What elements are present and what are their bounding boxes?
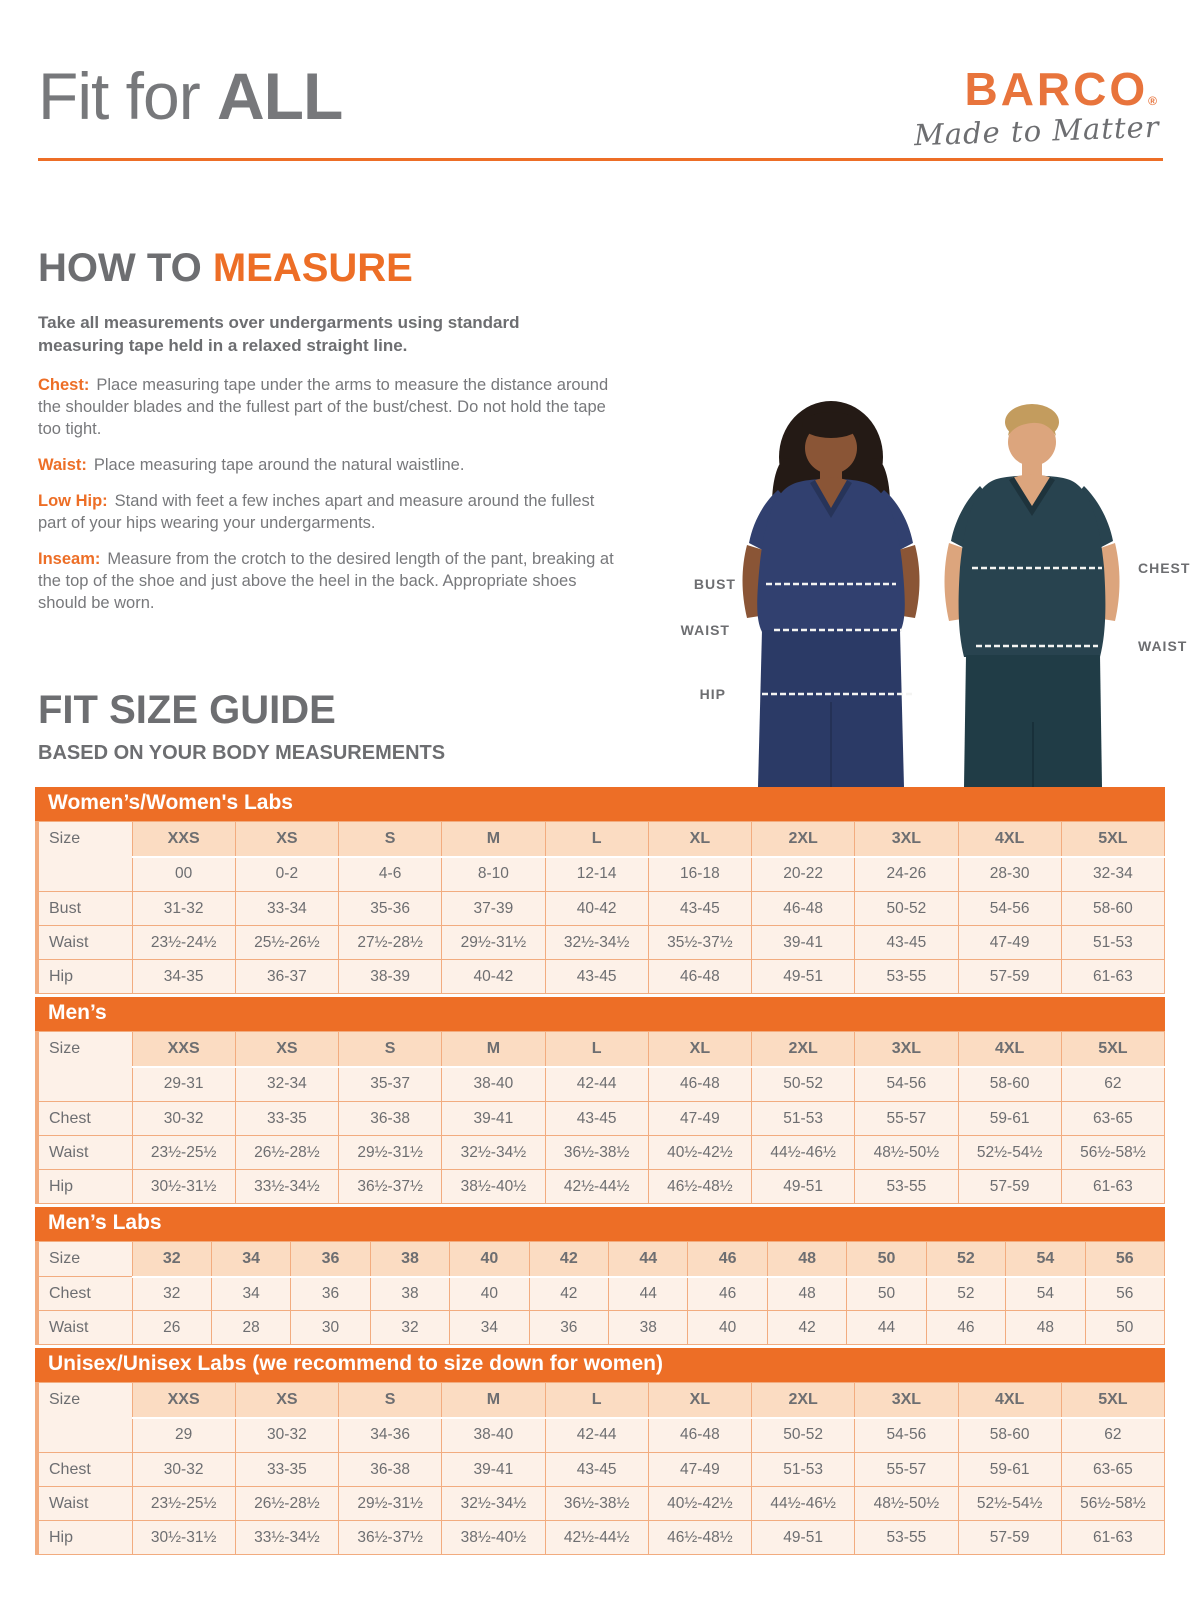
measurement-row-label: Hip	[37, 960, 132, 994]
measurement-value-cell: 29½-31½	[339, 1136, 442, 1170]
measurement-value-cell: 51-53	[752, 1453, 855, 1487]
measurement-value-cell: 61-63	[1061, 1521, 1164, 1555]
numeric-size-cell: 46-48	[648, 1067, 751, 1102]
size-table-section	[35, 1348, 1165, 1555]
size-corner-label: Size	[37, 1242, 132, 1277]
numeric-size-cell: 35-37	[339, 1067, 442, 1102]
measurement-row-label: Waist	[37, 926, 132, 960]
measurement-value-cell: 23½-25½	[132, 1487, 235, 1521]
measurement-value-cell: 48	[767, 1277, 846, 1311]
measurement-value-cell: 49-51	[752, 1521, 855, 1555]
measurement-value-cell: 42	[767, 1311, 846, 1345]
numeric-size-cell: 46-48	[648, 1418, 751, 1453]
size-header-cell: 2XL	[752, 1032, 855, 1067]
measurement-value-cell: 58-60	[1061, 892, 1164, 926]
size-header-cell: S	[339, 1032, 442, 1067]
measure-item-text: Place measuring tape under the arms to measure the distance around the shoulder blades and the fullest part of the bust/chest. Do not hold the tape too tight.	[38, 376, 609, 438]
measurement-value-cell: 34-35	[132, 960, 235, 994]
size-header-cell: 4XL	[958, 1383, 1061, 1418]
measurement-value-cell: 38½-40½	[442, 1170, 545, 1204]
measurement-value-cell: 32	[370, 1311, 449, 1345]
size-header-cell: XS	[235, 1383, 338, 1418]
measurement-value-cell: 47-49	[648, 1453, 751, 1487]
measurement-value-cell: 61-63	[1061, 1170, 1164, 1204]
measurement-value-cell: 40	[688, 1311, 767, 1345]
chest-label: CHEST	[1138, 560, 1191, 576]
size-header-cell: 36	[291, 1242, 370, 1277]
table-banner: Women’s/Women's Labs	[35, 787, 1165, 821]
measure-item-text: Place measuring tape around the natural waistline.	[93, 456, 465, 474]
numeric-size-cell: 32-34	[1061, 857, 1164, 892]
measurement-value-cell: 40½-42½	[648, 1136, 751, 1170]
measurement-row-label: Waist	[37, 1311, 132, 1345]
measure-item-waist	[38, 454, 623, 476]
measurement-value-cell: 36½-38½	[545, 1136, 648, 1170]
measurement-value-cell: 27½-28½	[339, 926, 442, 960]
size-table	[35, 1382, 1165, 1555]
measurement-value-cell: 49-51	[752, 960, 855, 994]
fit-size-guide-heading: FIT SIZE GUIDE	[38, 688, 336, 732]
numeric-size-cell: 4-6	[339, 857, 442, 892]
measurement-value-cell: 38	[370, 1277, 449, 1311]
size-header-cell: XL	[648, 1383, 751, 1418]
numeric-size-cell: 24-26	[855, 857, 958, 892]
measurement-value-cell: 48	[1006, 1311, 1085, 1345]
numeric-size-cell: 62	[1061, 1418, 1164, 1453]
size-header-cell: 5XL	[1061, 1383, 1164, 1418]
measurement-value-cell: 40	[450, 1277, 529, 1311]
measurement-row-label: Waist	[37, 1487, 132, 1521]
measurement-value-cell: 44	[609, 1277, 688, 1311]
size-tables	[35, 787, 1165, 1555]
numeric-size-cell: 62	[1061, 1067, 1164, 1102]
measurement-value-cell: 44½-46½	[752, 1136, 855, 1170]
measurement-value-cell: 47-49	[958, 926, 1061, 960]
measurement-value-cell: 46½-48½	[648, 1521, 751, 1555]
size-header-cell: M	[442, 822, 545, 857]
measurement-value-cell: 33½-34½	[235, 1170, 338, 1204]
bust-label: BUST	[693, 576, 736, 592]
measurement-value-cell: 39-41	[752, 926, 855, 960]
measurement-value-cell: 35-36	[339, 892, 442, 926]
measurement-value-cell: 36½-37½	[339, 1170, 442, 1204]
size-header-cell: 2XL	[752, 1383, 855, 1418]
page-title	[38, 58, 342, 134]
how-to-measure-section	[38, 246, 623, 628]
measurement-value-cell: 28	[211, 1311, 290, 1345]
size-corner-label: Size	[37, 1032, 132, 1102]
measurement-value-cell: 33-35	[235, 1453, 338, 1487]
measurement-value-cell: 33-35	[235, 1102, 338, 1136]
size-header-cell: 56	[1085, 1242, 1164, 1277]
measurement-value-cell: 57-59	[958, 960, 1061, 994]
measurement-value-cell: 55-57	[855, 1102, 958, 1136]
size-header-cell: 44	[609, 1242, 688, 1277]
measurement-value-cell: 39-41	[442, 1453, 545, 1487]
measurement-value-cell: 38½-40½	[442, 1521, 545, 1555]
numeric-size-cell: 54-56	[855, 1067, 958, 1102]
measurement-value-cell: 56½-58½	[1061, 1136, 1164, 1170]
measurement-value-cell: 51-53	[752, 1102, 855, 1136]
measurement-value-cell: 49-51	[752, 1170, 855, 1204]
measurement-value-cell: 63-65	[1061, 1453, 1164, 1487]
size-header-cell: XXS	[132, 1383, 235, 1418]
measurement-value-cell: 32	[132, 1277, 211, 1311]
measurement-value-cell: 26½-28½	[235, 1136, 338, 1170]
brand-tagline: Made to Matter	[913, 109, 1161, 153]
measurement-value-cell: 26½-28½	[235, 1487, 338, 1521]
size-table	[35, 1031, 1165, 1204]
measurement-figure	[650, 372, 1200, 787]
brand-name	[914, 63, 1160, 115]
numeric-size-cell: 38-40	[442, 1067, 545, 1102]
hip-label: HIP	[699, 686, 726, 702]
measurement-value-cell: 40-42	[442, 960, 545, 994]
how-to-measure-heading	[38, 246, 623, 291]
page-title-heavy: ALL	[217, 59, 343, 133]
measurement-value-cell: 48½-50½	[855, 1136, 958, 1170]
measurement-value-cell: 35½-37½	[648, 926, 751, 960]
measure-item-chest	[38, 374, 623, 440]
measurement-row-label: Hip	[37, 1521, 132, 1555]
measurement-value-cell: 43-45	[545, 1102, 648, 1136]
measurement-value-cell: 56	[1085, 1277, 1164, 1311]
size-table-section	[35, 1207, 1165, 1345]
measure-item-label: Low Hip:	[38, 492, 108, 510]
measurement-value-cell: 37-39	[442, 892, 545, 926]
size-header-cell: XXS	[132, 1032, 235, 1067]
numeric-size-cell: 42-44	[545, 1067, 648, 1102]
measurement-value-cell: 39-41	[442, 1102, 545, 1136]
size-header-cell: 5XL	[1061, 822, 1164, 857]
measurement-value-cell: 29½-31½	[442, 926, 545, 960]
size-header-cell: 38	[370, 1242, 449, 1277]
measurement-value-cell: 50	[1085, 1311, 1164, 1345]
numeric-size-cell: 50-52	[752, 1067, 855, 1102]
size-header-cell: XXS	[132, 822, 235, 857]
brand-logo	[913, 63, 1161, 153]
size-header-cell: L	[545, 1032, 648, 1067]
measurement-value-cell: 33-34	[235, 892, 338, 926]
measurement-value-cell: 32½-34½	[545, 926, 648, 960]
measurement-value-cell: 34	[450, 1311, 529, 1345]
measure-item-low-hip	[38, 490, 623, 534]
measurement-value-cell: 48½-50½	[855, 1487, 958, 1521]
measurement-row-label: Chest	[37, 1453, 132, 1487]
size-header-cell: 50	[847, 1242, 926, 1277]
table-banner: Unisex/Unisex Labs (we recommend to size down for women)	[35, 1348, 1165, 1382]
measurement-value-cell: 36-38	[339, 1102, 442, 1136]
measurement-value-cell: 51-53	[1061, 926, 1164, 960]
measurement-value-cell: 30-32	[132, 1102, 235, 1136]
measurement-value-cell: 30-32	[132, 1453, 235, 1487]
fit-size-guide-subheading: BASED ON YOUR BODY MEASUREMENTS	[38, 742, 446, 764]
measurement-value-cell: 54-56	[958, 892, 1061, 926]
measurement-value-cell: 42½-44½	[545, 1521, 648, 1555]
measurement-row-label: Chest	[37, 1277, 132, 1311]
measurement-value-cell: 34	[211, 1277, 290, 1311]
measurement-value-cell: 30½-31½	[132, 1170, 235, 1204]
measurement-value-cell: 46	[926, 1311, 1005, 1345]
measurement-value-cell: 53-55	[855, 1170, 958, 1204]
header-divider	[38, 158, 1163, 161]
numeric-size-cell: 42-44	[545, 1418, 648, 1453]
page-title-light: Fit for	[38, 59, 218, 133]
table-banner: Men’s Labs	[35, 1207, 1165, 1241]
size-header-cell: L	[545, 822, 648, 857]
numeric-size-cell: 58-60	[958, 1067, 1061, 1102]
measurement-value-cell: 52	[926, 1277, 1005, 1311]
measurement-value-cell: 31-32	[132, 892, 235, 926]
measurement-value-cell: 50-52	[855, 892, 958, 926]
male-model-figure	[945, 404, 1120, 787]
measurement-value-cell: 36½-38½	[545, 1487, 648, 1521]
size-table	[35, 821, 1165, 994]
measurement-value-cell: 54	[1006, 1277, 1085, 1311]
measurement-value-cell: 38	[609, 1311, 688, 1345]
numeric-size-cell: 28-30	[958, 857, 1061, 892]
measurement-value-cell: 46-48	[648, 960, 751, 994]
measurement-value-cell: 32½-34½	[442, 1136, 545, 1170]
measurement-value-cell: 44	[847, 1311, 926, 1345]
numeric-size-cell: 58-60	[958, 1418, 1061, 1453]
measurement-value-cell: 43-45	[545, 1453, 648, 1487]
table-banner: Men’s	[35, 997, 1165, 1031]
measurement-row-label: Hip	[37, 1170, 132, 1204]
male-waist-label: WAIST	[1138, 638, 1188, 654]
size-header-cell: 3XL	[855, 1032, 958, 1067]
measurement-value-cell: 61-63	[1061, 960, 1164, 994]
measure-item-inseam	[38, 548, 623, 614]
numeric-size-cell: 30-32	[235, 1418, 338, 1453]
size-header-cell: 2XL	[752, 822, 855, 857]
size-header-cell: XL	[648, 1032, 751, 1067]
measure-item-label: Inseam:	[38, 550, 101, 568]
measurement-value-cell: 56½-58½	[1061, 1487, 1164, 1521]
measurement-value-cell: 23½-24½	[132, 926, 235, 960]
size-header-cell: 42	[529, 1242, 608, 1277]
size-header-cell: 34	[211, 1242, 290, 1277]
measurement-value-cell: 46½-48½	[648, 1170, 751, 1204]
size-header-cell: 48	[767, 1242, 846, 1277]
registered-mark: ®	[1148, 94, 1160, 108]
measure-item-label: Waist:	[38, 456, 87, 474]
measurement-value-cell: 50	[847, 1277, 926, 1311]
numeric-size-cell: 54-56	[855, 1418, 958, 1453]
measurement-value-cell: 30½-31½	[132, 1521, 235, 1555]
measurement-row-label: Chest	[37, 1102, 132, 1136]
measurement-value-cell: 36½-37½	[339, 1521, 442, 1555]
size-corner-label: Size	[37, 1383, 132, 1453]
measurement-row-label: Waist	[37, 1136, 132, 1170]
measurement-value-cell: 46-48	[752, 892, 855, 926]
size-corner-label: Size	[37, 822, 132, 892]
measurement-value-cell: 42½-44½	[545, 1170, 648, 1204]
size-header-cell: S	[339, 1383, 442, 1418]
numeric-size-cell: 12-14	[545, 857, 648, 892]
measurement-value-cell: 46	[688, 1277, 767, 1311]
numeric-size-cell: 50-52	[752, 1418, 855, 1453]
numeric-size-cell: 16-18	[648, 857, 751, 892]
size-header-cell: L	[545, 1383, 648, 1418]
measurement-value-cell: 52½-54½	[958, 1487, 1061, 1521]
measurement-value-cell: 59-61	[958, 1102, 1061, 1136]
size-header-cell: 5XL	[1061, 1032, 1164, 1067]
size-header-cell: 4XL	[958, 822, 1061, 857]
measurement-row-label: Bust	[37, 892, 132, 926]
numeric-size-cell: 00	[132, 857, 235, 892]
size-table-section	[35, 997, 1165, 1204]
measurement-value-cell: 63-65	[1061, 1102, 1164, 1136]
measurement-value-cell: 57-59	[958, 1170, 1061, 1204]
size-header-cell: 3XL	[855, 1383, 958, 1418]
numeric-size-cell: 34-36	[339, 1418, 442, 1453]
measurement-value-cell: 33½-34½	[235, 1521, 338, 1555]
measurement-value-cell: 42	[529, 1277, 608, 1311]
heading-gray-part: HOW TO	[38, 246, 213, 290]
measurement-value-cell: 23½-25½	[132, 1136, 235, 1170]
measurement-value-cell: 36	[529, 1311, 608, 1345]
size-header-cell: M	[442, 1032, 545, 1067]
numeric-size-cell: 38-40	[442, 1418, 545, 1453]
measurement-value-cell: 26	[132, 1311, 211, 1345]
measurement-value-cell: 36	[291, 1277, 370, 1311]
measure-item-text: Measure from the crotch to the desired length of the pant, breaking at the top of the shoe and just above the heel in the back. Appropriate shoes should be worn.	[38, 550, 614, 612]
measurement-value-cell: 43-45	[545, 960, 648, 994]
numeric-size-cell: 29-31	[132, 1067, 235, 1102]
measurement-value-cell: 36-38	[339, 1453, 442, 1487]
measure-item-text: Stand with feet a few inches apart and measure around the fullest part of your hips wearing your undergarments.	[38, 492, 595, 532]
female-waist-label: WAIST	[680, 622, 730, 638]
size-header-cell: 3XL	[855, 822, 958, 857]
size-header-cell: 52	[926, 1242, 1005, 1277]
size-header-cell: 4XL	[958, 1032, 1061, 1067]
measurement-value-cell: 36-37	[235, 960, 338, 994]
size-header-cell: S	[339, 822, 442, 857]
measurement-value-cell: 47-49	[648, 1102, 751, 1136]
size-header-cell: XS	[235, 822, 338, 857]
numeric-size-cell: 29	[132, 1418, 235, 1453]
size-header-cell: 54	[1006, 1242, 1085, 1277]
measurement-value-cell: 43-45	[855, 926, 958, 960]
measurement-value-cell: 44½-46½	[752, 1487, 855, 1521]
measurement-value-cell: 43-45	[648, 892, 751, 926]
numeric-size-cell: 20-22	[752, 857, 855, 892]
measurement-value-cell: 53-55	[855, 960, 958, 994]
measurement-value-cell: 52½-54½	[958, 1136, 1061, 1170]
brand-wordmark: BARCO	[964, 63, 1149, 115]
size-header-cell: 46	[688, 1242, 767, 1277]
numeric-size-cell: 8-10	[442, 857, 545, 892]
numeric-size-cell: 0-2	[235, 857, 338, 892]
measure-intro: Take all measurements over undergarments using standard measuring tape held in a relaxed straight line.	[38, 313, 520, 355]
measurement-value-cell: 32½-34½	[442, 1487, 545, 1521]
numeric-size-cell: 32-34	[235, 1067, 338, 1102]
size-table-section	[35, 787, 1165, 994]
size-header-cell: XL	[648, 822, 751, 857]
measure-item-label: Chest:	[38, 376, 90, 394]
size-table	[35, 1241, 1165, 1345]
measurement-value-cell: 53-55	[855, 1521, 958, 1555]
size-header-cell: 32	[132, 1242, 211, 1277]
female-model-figure	[743, 401, 920, 787]
heading-orange-part: MEASURE	[212, 246, 413, 290]
models-illustration	[650, 372, 1200, 787]
measurement-value-cell: 40½-42½	[648, 1487, 751, 1521]
measurement-value-cell: 40-42	[545, 892, 648, 926]
size-header-cell: M	[442, 1383, 545, 1418]
size-header-cell: 40	[450, 1242, 529, 1277]
measurement-value-cell: 30	[291, 1311, 370, 1345]
measurement-value-cell: 59-61	[958, 1453, 1061, 1487]
measurement-value-cell: 55-57	[855, 1453, 958, 1487]
measurement-value-cell: 57-59	[958, 1521, 1061, 1555]
size-header-cell: XS	[235, 1032, 338, 1067]
measurement-value-cell: 29½-31½	[339, 1487, 442, 1521]
measurement-value-cell: 25½-26½	[235, 926, 338, 960]
measurement-value-cell: 38-39	[339, 960, 442, 994]
